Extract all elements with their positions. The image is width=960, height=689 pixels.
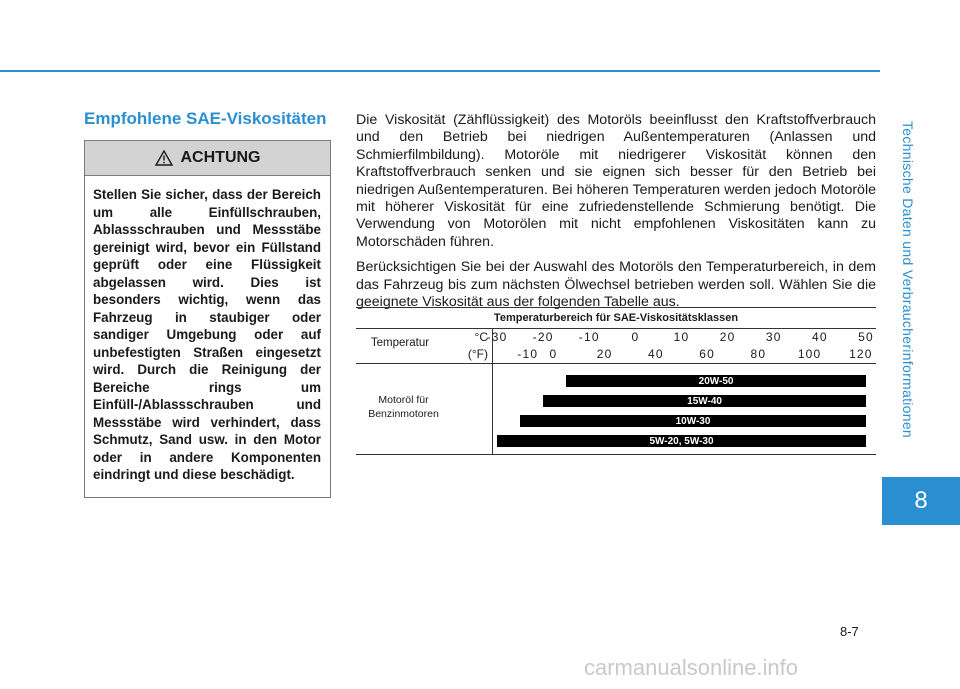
paragraph: Berücksichtigen Sie bei der Auswahl des Motoröls den Temperaturbereich, in dem das Fahrzeug bis zum nächsten Ölwechsel betrieben werden soll. Wählen Sie die geeignete Viskosität aus der folgenden Tabelle aus. <box>356 259 876 311</box>
unit-fahrenheit: (°F) <box>467 347 488 361</box>
body-text <box>356 112 876 319</box>
warning-triangle-icon <box>155 150 173 166</box>
warning-text: Stellen Sie sicher, dass der Bereich um alle Einfüllschrauben, Ablassschrauben und Messstäbe gereinigt wird, bevor ein Füllstand geprüft oder eine Flüssigkeit abgelassen wird. Dies ist besonders wichtig, wenn das Fahrzeug in staubiger oder sandiger Umgebung oder auf unbefestigten Straßen eingesetzt wird. Durch die Reinigung der Bereiche rings um Einfüll-/Ablassschrauben und Messstäbe wird verhindert, dass Schmutz, Sand usw. in den Motor oder in andere Komponenten eindringt und diese beschädigt. <box>93 187 321 482</box>
tick-label-fahrenheit: 0 <box>549 347 558 361</box>
tick-label-fahrenheit: 20 <box>596 347 613 361</box>
table-rule <box>356 363 876 364</box>
tick-label-fahrenheit: 120 <box>849 347 873 361</box>
warning-box <box>84 140 331 498</box>
tick-label-fahrenheit: -10 <box>517 347 539 361</box>
tick-label-celsius: 40 <box>812 330 828 344</box>
tick-label-celsius: 50 <box>858 330 874 344</box>
viscosity-bar: 15W-40 <box>543 395 866 407</box>
tick-label-celsius: -10 <box>578 330 600 344</box>
warning-title: ACHTUNG <box>180 149 261 166</box>
chart-title: Temperaturbereich für SAE-Viskositätsklassen <box>493 312 739 324</box>
tick-label-fahrenheit: 80 <box>750 347 767 361</box>
table-column-rule <box>492 328 493 454</box>
viscosity-chart <box>356 307 876 455</box>
tick-label-celsius: 20 <box>719 330 736 344</box>
viscosity-bar: 10W-30 <box>520 415 866 427</box>
watermark: carmanualsonline.info <box>584 655 799 680</box>
viscosity-bar: 20W-50 <box>566 375 866 387</box>
top-rule <box>0 70 880 72</box>
tick-label-fahrenheit: 60 <box>699 347 715 361</box>
paragraph: Die Viskosität (Zähflüssigkeit) des Motoröls beeinflusst den Kraftstoffverbrauch und den Betrieb bei niedrigen Außentemperaturen (Anlassen und Schmierfilmbildung). Motoröle mit niedrigerer Viskosität können den Kraftstoffverbrauch senken und sie eignen sich besser für den Betrieb bei niedrigen Außentemperaturen. Bei höheren Temperaturen werden jedoch Motoröle mit höherer Viskosität für eine zufriedenstellende Schmierung benötigt. Die Verwendung von Motorölen mit nicht empfohlenen Viskositäten kann zu Motorschäden führen. <box>356 112 876 250</box>
temperature-label: Temperatur <box>370 337 430 349</box>
chapter-tab: 8 <box>882 477 960 525</box>
chapter-side-title: Technische Daten und Verbraucherinformationen <box>900 121 916 439</box>
tick-label-fahrenheit: 100 <box>797 347 822 361</box>
oil-type-label: Motoröl für Benzinmotoren <box>368 394 439 420</box>
table-rule <box>356 328 876 329</box>
section-heading: Empfohlene SAE-Viskositäten <box>84 109 327 128</box>
tick-label-celsius: 10 <box>673 330 690 344</box>
unit-celsius: °C <box>474 330 488 344</box>
page-number: 8-7 <box>840 624 859 639</box>
warning-header <box>85 141 330 176</box>
tick-label-celsius: 0 <box>631 330 640 344</box>
tick-label-celsius: 30 <box>765 330 782 344</box>
viscosity-bar: 5W-20, 5W-30 <box>497 435 866 447</box>
tick-label-fahrenheit: 40 <box>648 347 664 361</box>
tick-label-celsius: -20 <box>532 330 554 344</box>
tick-label-celsius: -30 <box>486 330 508 344</box>
